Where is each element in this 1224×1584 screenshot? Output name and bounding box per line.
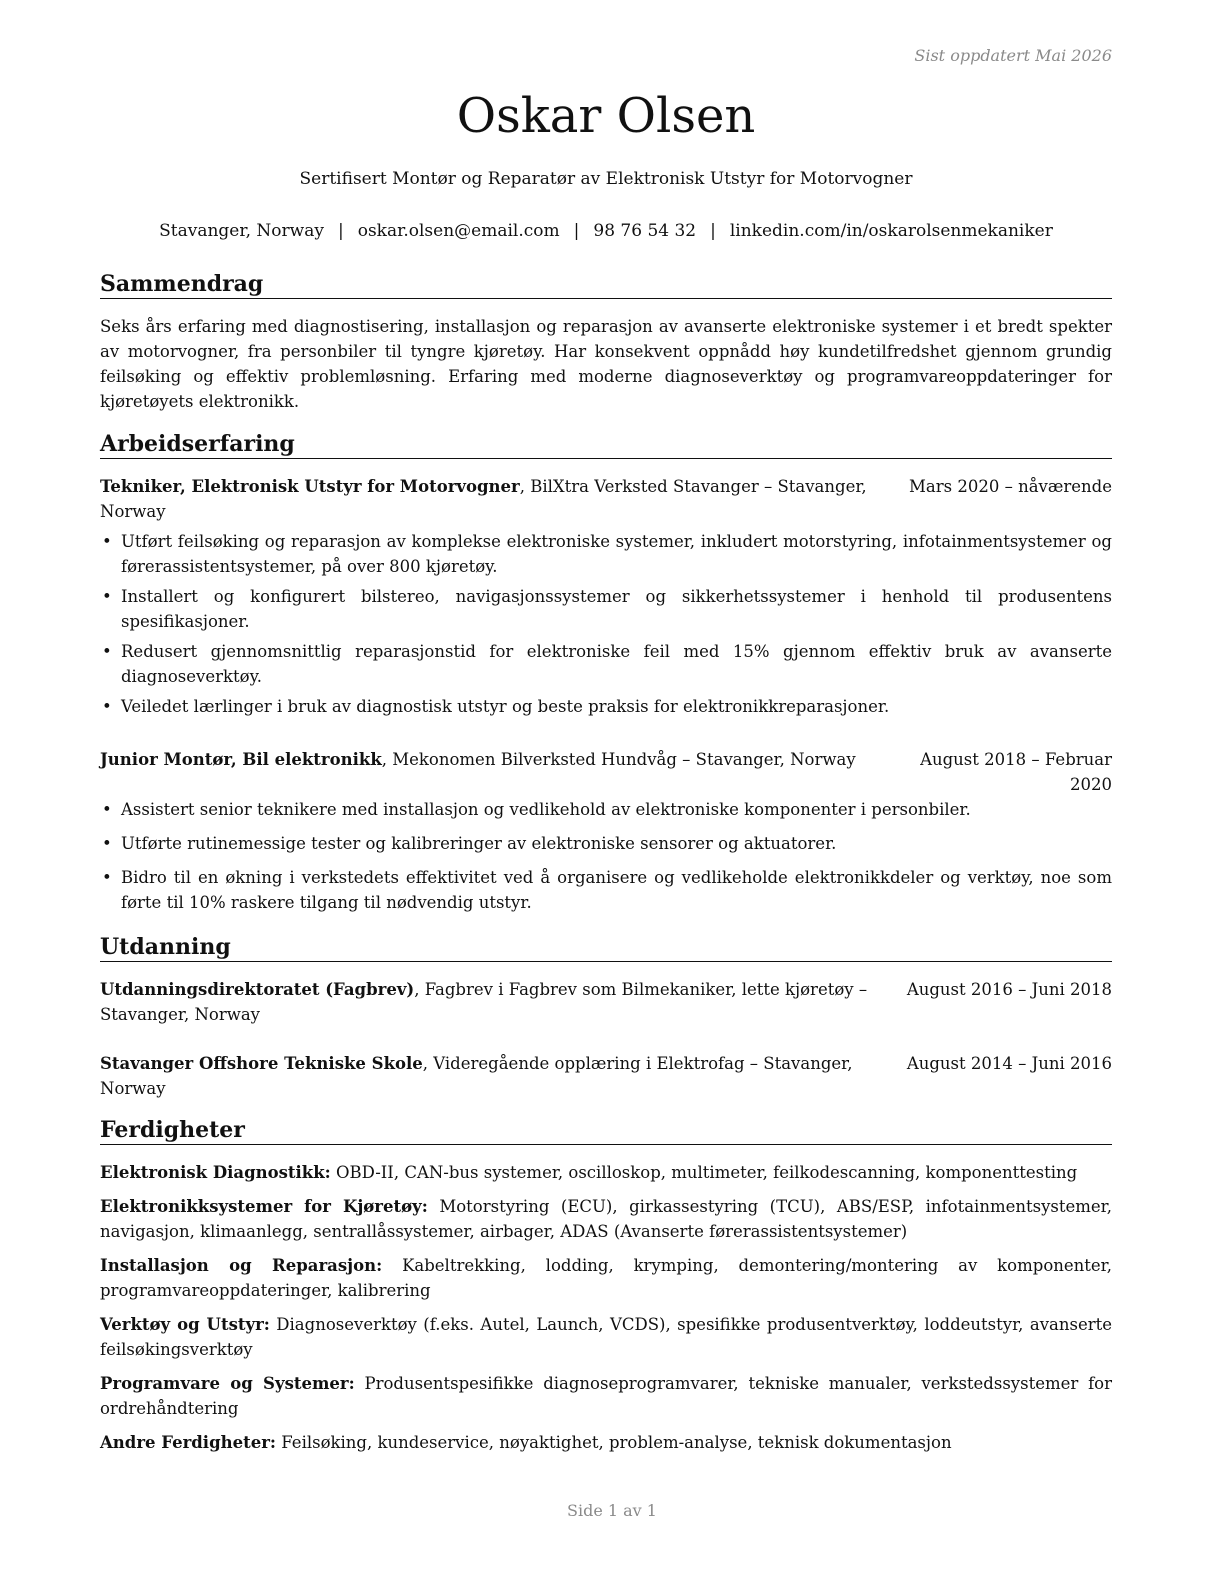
section-heading: Sammendrag: [100, 271, 1112, 299]
section-heading: Utdanning: [100, 934, 1112, 962]
contact-linkedin[interactable]: linkedin.com/in/oskarolsenmekaniker: [729, 221, 1053, 241]
job-role: Junior Montør, Bil elektronikk: [100, 750, 382, 769]
skill-label: Verktøy og Utstyr:: [100, 1315, 270, 1334]
skill-value: Produsentspesifikke diagnoseprogramvarer, tekniske manualer, verkstedssystemer for ordrehåndtering: [100, 1374, 1113, 1418]
list-item: • Bidro til en økning i verkstedets effektivitet ved å organisere og vedlikeholde elektronikkdeler og verktøy, noe som førte til 10% raskere tilgang til nødvendig utstyr.: [100, 865, 1112, 915]
job-entry: [100, 747, 1112, 915]
job-header: [100, 747, 1112, 794]
job-header: [100, 474, 1112, 524]
skill-label: Elektronisk Diagnostikk:: [100, 1163, 331, 1182]
skill-value: OBD-II, CAN-bus systemer, oscilloskop, multimeter, feilkodescanning, komponenttesting: [330, 1163, 1078, 1182]
skill-value: Kabeltrekking, lodding, krymping, demontering/montering av komponenter, programvareoppdateringer, kalibrering: [100, 1256, 1112, 1300]
contact-line: [100, 220, 1112, 242]
skill-label: Elektronikksystemer for Kjøretøy:: [100, 1197, 428, 1216]
list-item: • Installert og konfigurert bilstereo, navigasjonssystemer og sikkerhetssystemer i henhold til produsentens spesifikasjoner.: [100, 584, 1112, 634]
summary-text: Seks års erfaring med diagnostisering, installasjon og reparasjon av avanserte elektroniske systemer i et bredt spekter av motorvogner, fra personbiler til tyngre kjøretøy. Har konsekvent oppnådd høy kundetilfredshet gjennom grundig feilsøking og effektiv problemløsning. Erfaring med moderne diagnoseverktøy og programvareoppdateringer for kjøretøyets elektronikk.: [100, 317, 1112, 411]
skill-value: Diagnoseverktøy (f.eks. Autel, Launch, VCDS), spesifikke produsentverktøy, loddeutstyr, avanserte feilsøkingsverktøy: [100, 1315, 1112, 1359]
education-section: [100, 934, 1112, 1101]
skill-value: Motorstyring (ECU), girkassestyring (TCU), ABS/ESP, infotainmentsystemer, navigasjon, klimaanlegg, sentrallåssystemer, airbager, ADAS (Avanserte førerassistentsystemer): [100, 1197, 1112, 1241]
skill-value: Feilsøking, kundeservice, nøyaktighet, problem-analyse, teknisk dokumentasjon: [276, 1433, 952, 1452]
candidate-name: Oskar Olsen: [456, 88, 756, 144]
contact-separator: |: [337, 221, 344, 241]
contact-email[interactable]: oskar.olsen@email.com: [357, 221, 560, 241]
section-heading: Arbeidserfaring: [100, 431, 1112, 459]
job-dates: August 2018 – Februar 2020: [920, 750, 1112, 794]
skills-list: [100, 1160, 1112, 1455]
list-item: • Veiledet lærlinger i bruk av diagnostisk utstyr og beste praksis for elektronikkreparasjoner.: [100, 694, 1112, 719]
skill-row: [100, 1253, 1112, 1303]
skill-row: [100, 1371, 1112, 1421]
education-dates: August 2014 – Juni 2016: [906, 1054, 1112, 1073]
contact-location: Stavanger, Norway: [159, 221, 324, 241]
job-details: , BilXtra Verksted Stavanger – Stavanger, Norway: [100, 477, 867, 521]
skill-row: [100, 1312, 1112, 1362]
job-details: , Mekonomen Bilverksted Hundvåg – Stavanger, Norway: [381, 750, 856, 769]
page-number: Side 1 av 1: [567, 1501, 657, 1520]
list-item: • Utførte rutinemessige tester og kalibreringer av elektroniske sensorer og aktuatorer.: [100, 831, 1112, 856]
list-item: • Utført feilsøking og reparasjon av komplekse elektroniske systemer, inkludert motorstyring, infotainmentsystemer og førerassistentsystemer, på over 800 kjøretøy.: [100, 529, 1112, 579]
education-entry: [100, 1051, 1112, 1101]
job-bullets: [100, 529, 1112, 719]
summary-section: [100, 271, 1112, 414]
job-entry: [100, 474, 1112, 719]
skill-label: Installasjon og Reparasjon:: [100, 1256, 383, 1275]
section-heading: Ferdigheter: [100, 1117, 1112, 1145]
job-title: Sertifisert Montør og Reparatør av Elektronisk Utstyr for Motorvogner: [299, 169, 913, 189]
education-school: Stavanger Offshore Tekniske Skole: [100, 1054, 423, 1073]
skill-row: [100, 1430, 1112, 1455]
skills-section: [100, 1117, 1112, 1464]
job-role: Tekniker, Elektronisk Utstyr for Motorvogner: [100, 477, 520, 496]
experience-section: [100, 431, 1112, 915]
list-item: • Assistert senior teknikere med installasjon og vedlikehold av elektroniske komponenter i personbiler.: [100, 797, 1112, 822]
education-details: , Fagbrev i Fagbrev som Bilmekaniker, lette kjøretøy – Stavanger, Norway: [100, 980, 868, 1024]
list-item: • Redusert gjennomsnittlig reparasjonstid for elektroniske feil med 15% gjennom effektiv bruk av avanserte diagnoseverktøy.: [100, 639, 1112, 689]
skill-row: [100, 1194, 1112, 1244]
skill-label: Programvare og Systemer:: [100, 1374, 355, 1393]
contact-phone: 98 76 54 32: [593, 221, 697, 241]
education-dates: August 2016 – Juni 2018: [906, 980, 1112, 999]
contact-separator: |: [573, 221, 580, 241]
job-bullets: [100, 797, 1112, 915]
skill-label: Andre Ferdigheter:: [100, 1433, 277, 1452]
contact-separator: |: [710, 221, 716, 241]
education-details: , Videregående opplæring i Elektrofag – Stavanger, Norway: [100, 1054, 853, 1098]
last-updated: Sist oppdatert Mai 2026: [914, 46, 1112, 65]
education-school: Utdanningsdirektoratet (Fagbrev): [100, 980, 415, 999]
skill-row: [100, 1160, 1112, 1185]
education-entry: [100, 977, 1112, 1027]
job-dates: Mars 2020 – nåværende: [909, 477, 1112, 496]
